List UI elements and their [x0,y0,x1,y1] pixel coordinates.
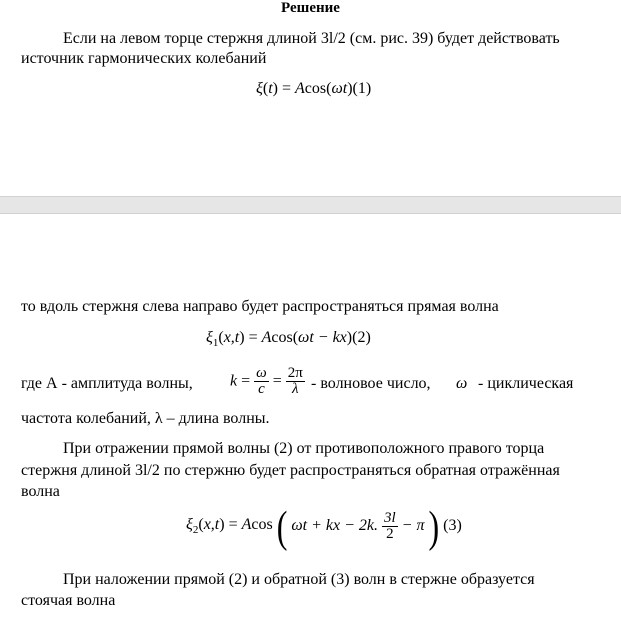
eq2-subscript: 1 [212,337,219,350]
p3-fraction-2pi-lambda [286,366,305,397]
p3-k: k [230,372,238,390]
paragraph-5-line-1: При наложении прямой (2) и обратной (3) волн в стержне образуется [63,571,535,588]
p3-lambda: λ [292,381,299,397]
p3-eq-a: = [241,372,251,390]
p3-wave-number-formula [230,366,305,397]
eq2-equals: = [248,329,258,346]
eq2-args: x,t [223,329,240,346]
eq3-equals: = [228,515,238,533]
eq1-t: t [268,80,273,97]
eq2-number: (2) [352,329,371,346]
page-heading: Решение [281,0,340,16]
p3-omega-symbol: ω [456,375,468,392]
paragraph-1-line-1: Если на левом торце стержня длиной 3l/2 (см. рис. 39) будет действовать [63,30,560,47]
page-break-gap [0,196,621,214]
eq2-amplitude: A [261,329,272,346]
eq3-subscript: 2 [192,524,199,537]
equation-3: $\xi_2(x,t) = Acos$ ( ωt + kx − 2k. $\frac{3l}{2}$ − π ) (3) [186,500,462,552]
p3-eq-b: = [272,372,282,390]
paragraph-4-line-2: стержня длиной 3l/2 по стержню будет распространяться обратная отражённая [21,462,560,479]
equation-2: $\xi_1(x,t) = Acos(\omega t - kx)(2)$ [206,329,371,350]
eq1-amplitude: A [295,80,305,97]
p3-omega: ω [256,365,267,381]
p3-rest: - волновое число, [311,375,431,392]
p3-c: c [258,381,265,397]
paragraph-4-line-3: волна [21,483,60,500]
eq2-phase: ωt − kx [298,329,347,346]
eq3-fraction [382,511,398,542]
p3-fraction-omega-c [254,366,269,397]
paragraph-3-line-1 [21,366,581,402]
eq3-phase-b: − π [401,517,425,534]
p3-tail: - циклическая [478,375,574,392]
paragraph-1-line-2: источник гармонических колебаний [21,50,267,67]
eq2-xi: ξ [206,329,213,346]
paragraph-2-line-1: то вдоль стержня слева направо будет распространяться прямая волна [21,298,499,315]
equation-1: ξ(t) = Acos(ωt)(1) [256,80,372,97]
eq3-phase-a: ωt + kx − 2k. [291,517,378,534]
paragraph-3-line-2: частота колебаний, λ – длина волны. [21,410,270,427]
eq1-phase: ωt [331,80,348,97]
eq1-cos: cos [304,80,327,97]
eq3-frac-den: 2 [386,525,394,542]
eq3-xi: ξ [186,515,193,533]
eq3-cos: cos [251,515,273,533]
eq3-amplitude: A [241,515,252,533]
p3-twopi: 2π [287,365,303,381]
eq1-xi: ξ [256,80,263,97]
eq3-number: (3) [443,517,462,534]
eq3-frac-num: 3l [384,509,396,526]
eq3-right-paren: ) [428,500,440,552]
eq1-number: (1) [352,80,372,97]
eq3-args: x,t [203,515,220,533]
paragraph-5-line-2: стоячая волна [21,592,116,609]
eq1-equals: = [281,80,291,97]
p3-where: где А - амплитуда волны, [21,375,193,392]
paragraph-4-line-1: При отражении прямой волны (2) от противоположного правого торца [63,440,545,457]
eq3-left-paren: ( [276,500,288,552]
eq2-cos: cos [271,329,293,346]
